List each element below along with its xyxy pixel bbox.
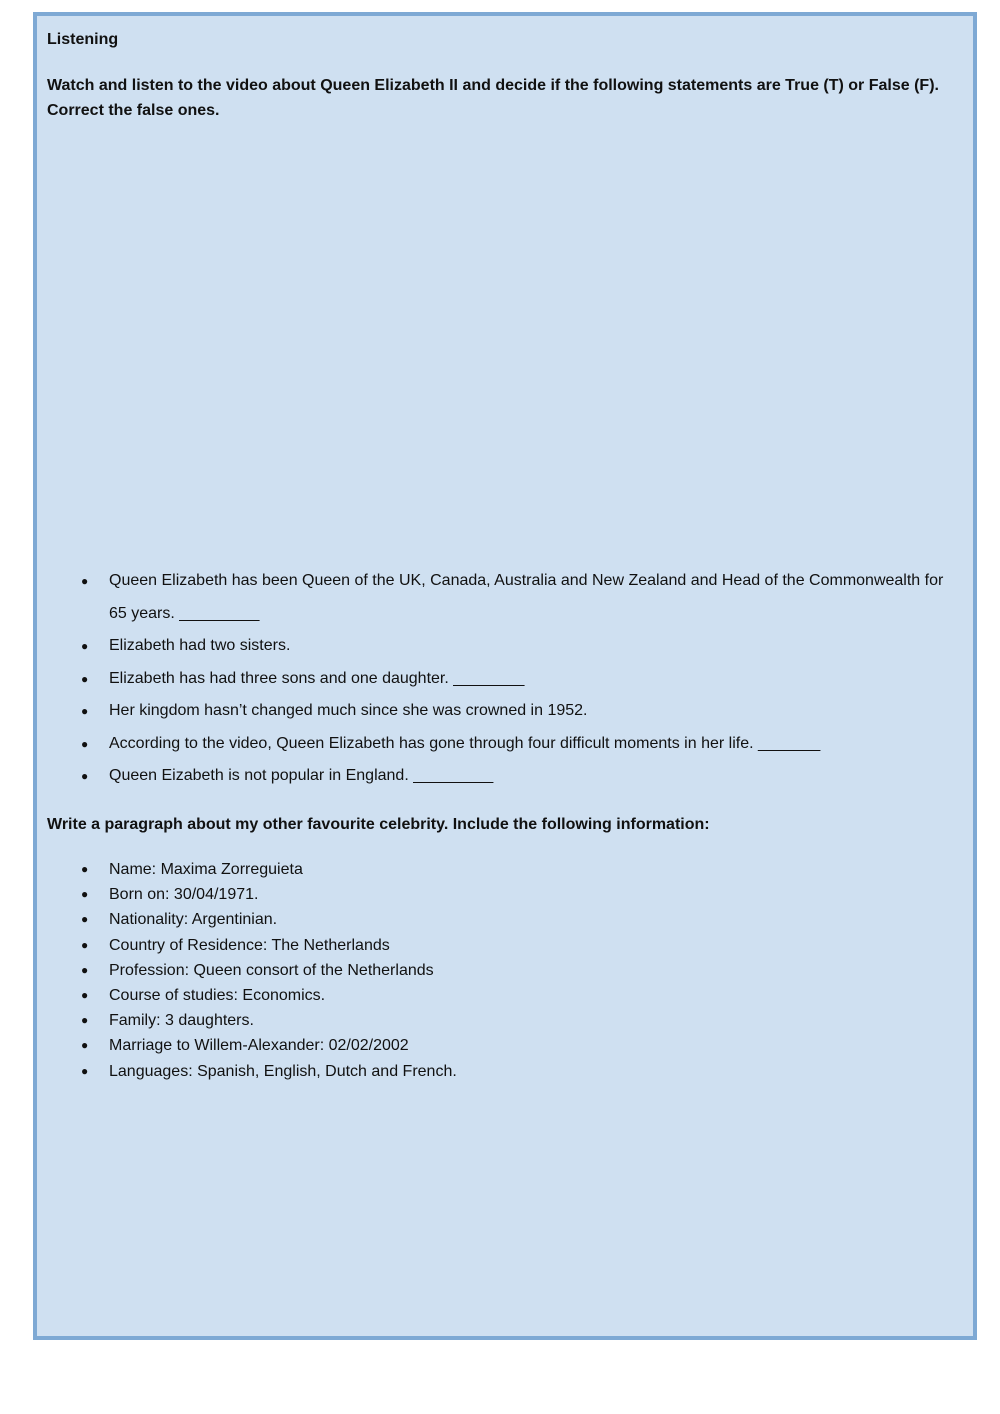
info-item: ● Marriage to Willem-Alexander: 02/02/2002: [81, 1033, 961, 1058]
instructions-text: Watch and listen to the video about Queen Elizabeth II and decide if the following statements are True (T) or False (F). Correct the false ones.: [47, 77, 939, 119]
worksheet-panel: [33, 12, 977, 1340]
info-item: ● Name: Maxima Zorreguieta: [81, 857, 961, 882]
info-item: ● Profession: Queen consort of the Netherlands: [81, 958, 961, 983]
statement-item: ● According to the video, Queen Elizabeth has gone through four difficult moments in her life. _______: [81, 728, 961, 761]
info-item: ● Languages: Spanish, English, Dutch and French.: [81, 1059, 961, 1084]
video-placeholder[interactable]: [47, 136, 962, 556]
info-item: ● Country of Residence: The Netherlands: [81, 933, 961, 958]
statements-list: [81, 565, 961, 793]
info-item: ● Born on: 30/04/1971.: [81, 882, 961, 907]
celebrity-info-list: [81, 857, 961, 1084]
info-item: ● Family: 3 daughters.: [81, 1008, 961, 1033]
statement-item: ● Elizabeth had two sisters.: [81, 630, 961, 663]
info-item: ● Course of studies: Economics.: [81, 983, 961, 1008]
writing-prompt: Write a paragraph about my other favourite celebrity. Include the following information:: [47, 816, 710, 833]
statement-item: ● Elizabeth has had three sons and one daughter. ________: [81, 663, 961, 696]
statement-item: ● Queen Elizabeth has been Queen of the UK, Canada, Australia and New Zealand and Head of the Commonwealth for 65 years. _________: [81, 565, 961, 630]
statement-item: ● Queen Eizabeth is not popular in England. _________: [81, 760, 961, 793]
section-title: Listening: [47, 31, 119, 48]
statement-item: ● Her kingdom hasn’t changed much since she was crowned in 1952.: [81, 695, 961, 728]
info-item: ● Nationality: Argentinian.: [81, 907, 961, 932]
